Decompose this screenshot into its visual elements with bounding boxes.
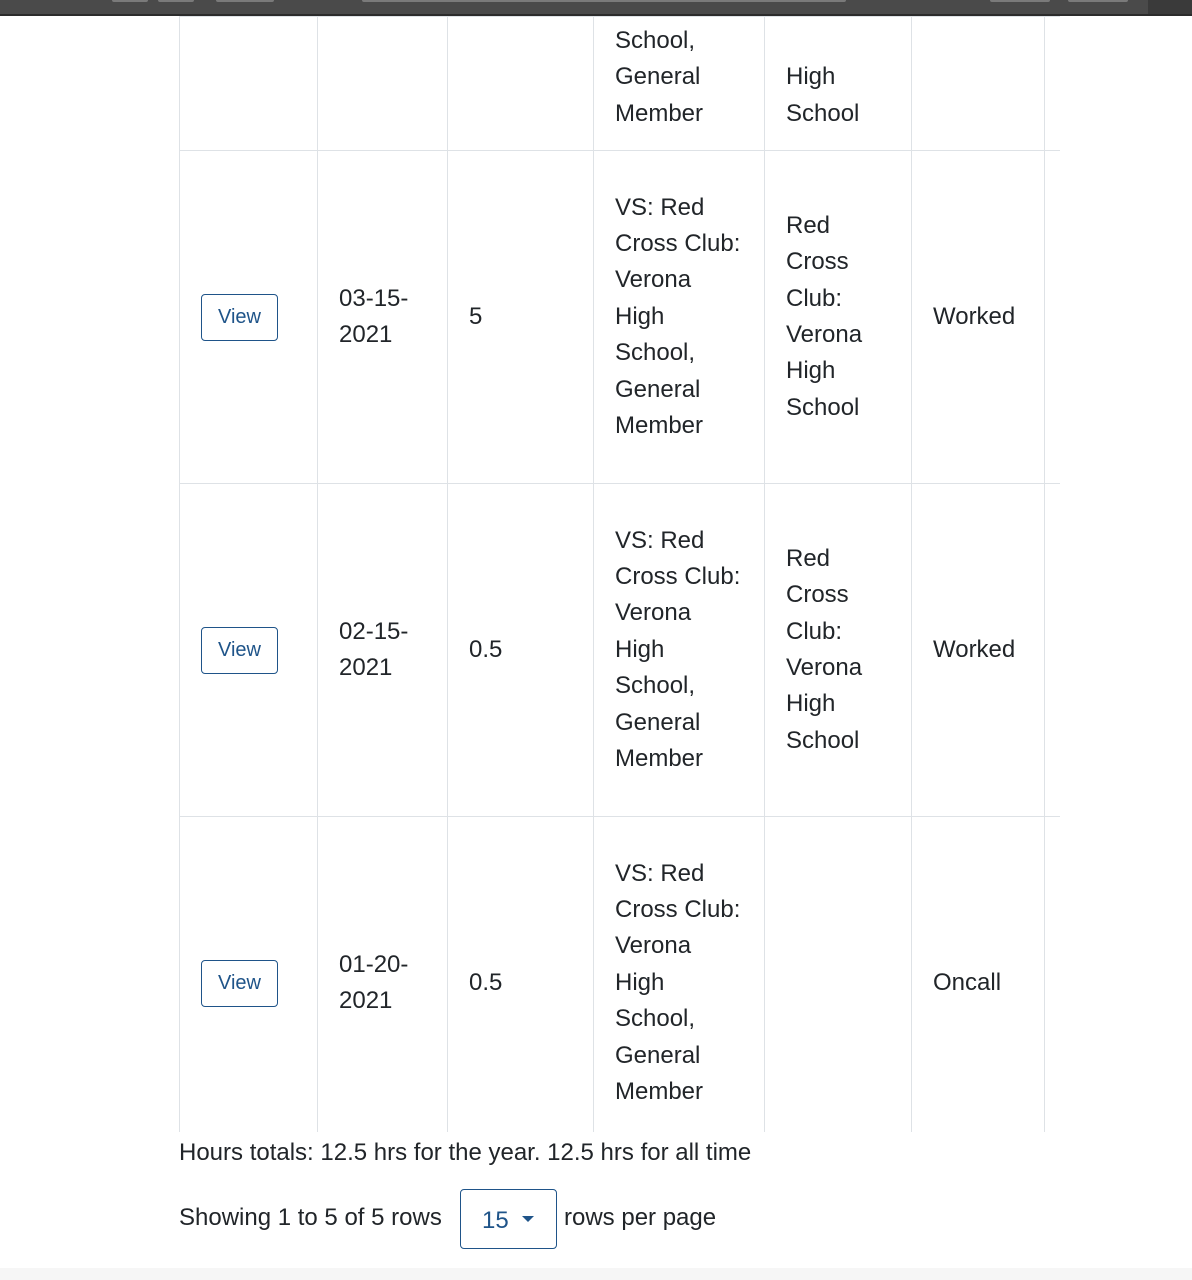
pagination-bar <box>179 1189 879 1249</box>
status-cell <box>912 17 1045 151</box>
hours-cell: 0.5 <box>448 484 594 817</box>
records-table <box>179 16 1060 1132</box>
view-cell <box>180 817 318 1133</box>
table-row <box>180 484 1061 817</box>
date-cell: 03-15-2021 <box>318 151 448 484</box>
rows-per-page-label: rows per page <box>564 1204 717 1231</box>
extra-cell <box>1045 151 1061 484</box>
group-cell: Red Cross Club: Verona High School <box>765 484 912 817</box>
address-bar <box>362 0 846 2</box>
table-row <box>180 151 1061 484</box>
status-cell: Worked <box>912 151 1045 484</box>
date-cell: 01-20-2021 <box>318 817 448 1133</box>
toolbar-tab <box>216 0 274 2</box>
extra-cell <box>1045 817 1061 1133</box>
table-row <box>180 17 1061 151</box>
hours-cell: 0.5 <box>448 817 594 1133</box>
toolbar-tab <box>990 0 1050 2</box>
extra-cell <box>1045 17 1061 151</box>
view-button[interactable]: View <box>201 960 278 1007</box>
pagination-info: Showing 1 to 5 of 5 rows <box>179 1204 442 1231</box>
records-table-container <box>179 16 1060 1132</box>
view-cell <box>180 151 318 484</box>
activity-cell: VS: Red Cross Club: Verona High School, General Member <box>594 484 765 817</box>
group-cell: High School <box>765 17 912 151</box>
hours-cell: 5 <box>448 151 594 484</box>
view-button[interactable]: View <box>201 294 278 341</box>
hours-cell <box>448 17 594 151</box>
toolbar-tab <box>1068 0 1128 2</box>
group-cell: Red Cross Club: Verona High School <box>765 151 912 484</box>
activity-cell: School, General Member <box>594 17 765 151</box>
group-cell <box>765 817 912 1133</box>
view-cell <box>180 484 318 817</box>
status-cell: Worked <box>912 484 1045 817</box>
hours-totals: Hours totals: 12.5 hrs for the year. 12.5 hrs for all time <box>179 1139 752 1166</box>
view-button[interactable]: View <box>201 627 278 674</box>
page-size-value: 15 <box>482 1207 509 1234</box>
date-cell: 02-15-2021 <box>318 484 448 817</box>
browser-top-bar <box>0 0 1192 16</box>
activity-cell: VS: Red Cross Club: Verona High School, General Member <box>594 817 765 1133</box>
caret-down-icon <box>522 1216 534 1222</box>
page-size-dropdown[interactable] <box>460 1189 557 1249</box>
toolbar-edge <box>1148 0 1192 14</box>
toolbar-tab <box>158 0 194 2</box>
view-cell <box>180 17 318 151</box>
date-cell <box>318 17 448 151</box>
extra-cell <box>1045 484 1061 817</box>
table-row <box>180 817 1061 1133</box>
status-cell: Oncall <box>912 817 1045 1133</box>
page-bottom-edge <box>0 1268 1192 1280</box>
toolbar-tab <box>112 0 148 2</box>
activity-cell: VS: Red Cross Club: Verona High School, General Member <box>594 151 765 484</box>
